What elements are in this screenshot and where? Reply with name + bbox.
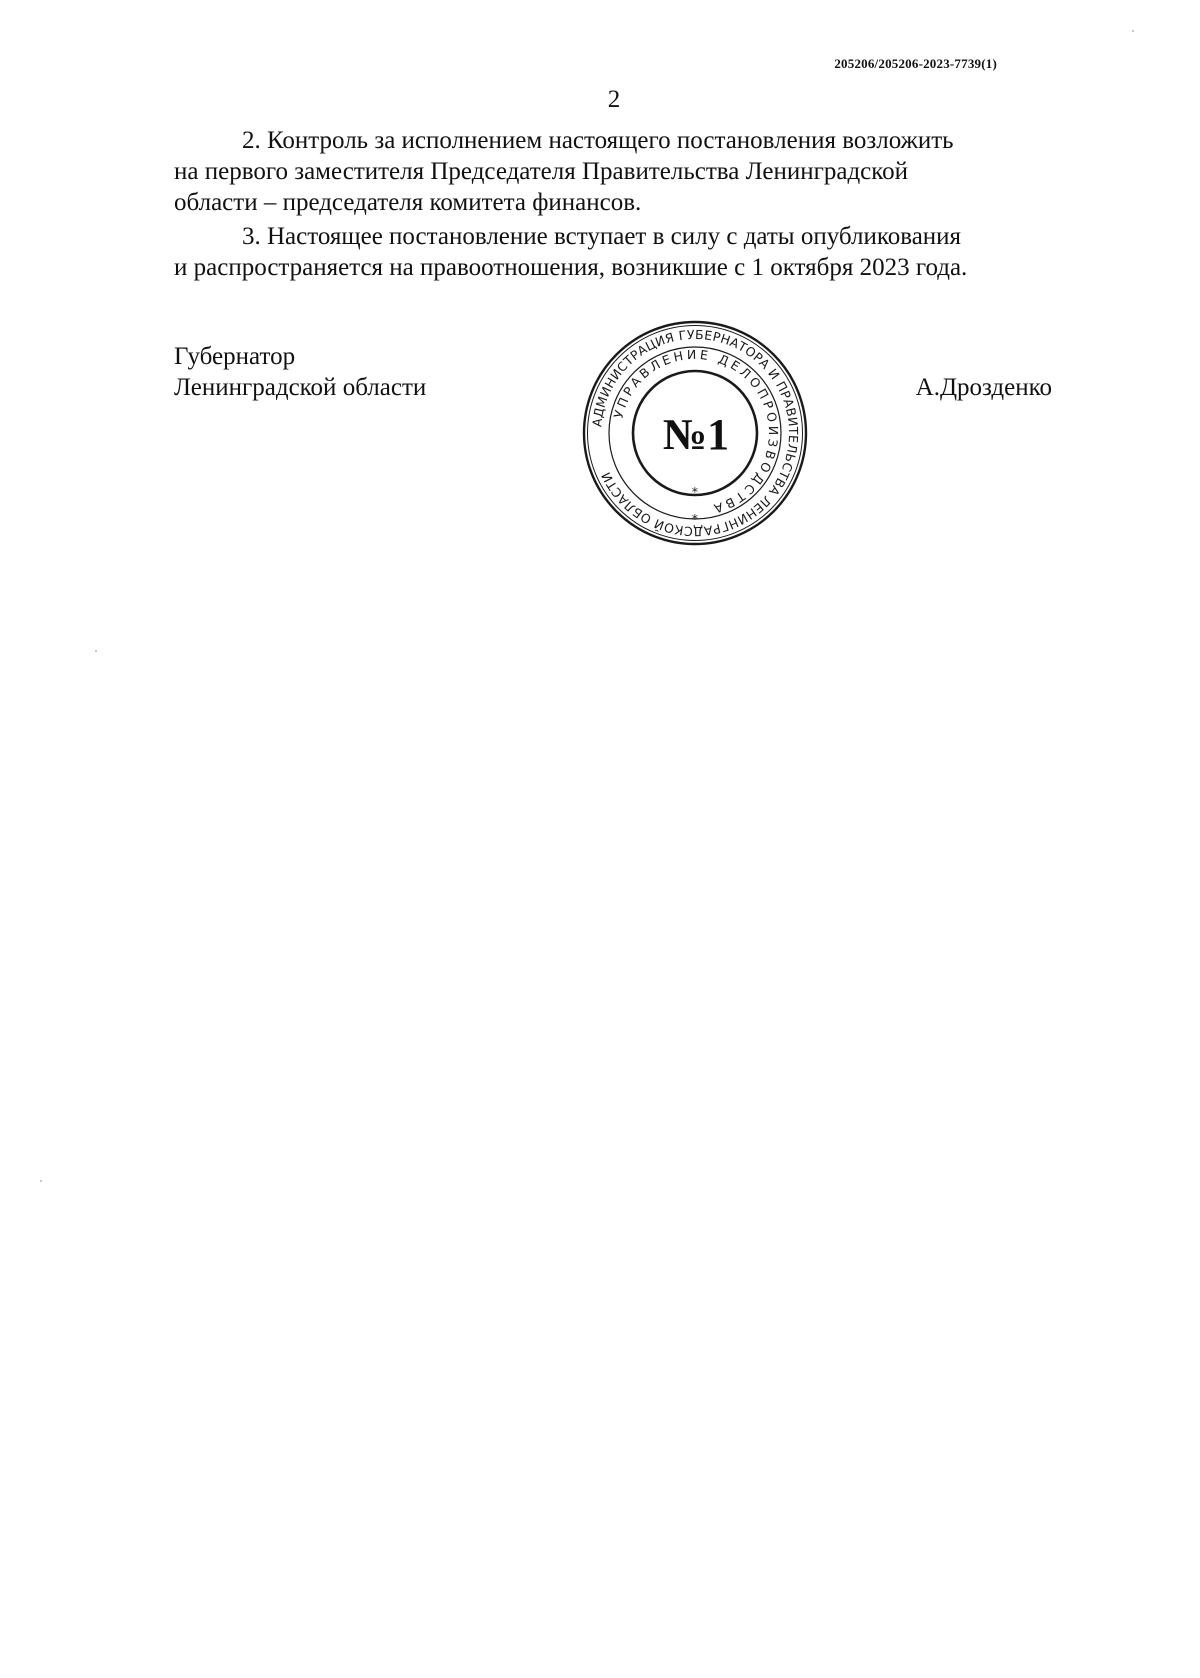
paragraph-line: 3. Настоящее постановление вступает в силу с даты опубликования [242, 223, 962, 250]
seal-graphic [580, 318, 810, 548]
scan-speck [95, 650, 97, 652]
seal-star: * [691, 484, 699, 499]
signature-title-line: Губернатор [174, 343, 296, 370]
page-number: 2 [607, 86, 621, 113]
signature-title [174, 341, 426, 403]
seal-inner-text-path: УПРАВЛЕНИЕ ДЕЛОПРОИЗВОДСТВА [610, 346, 782, 518]
seal-number: №1 [662, 410, 730, 459]
signer-name: А.Дрозденко [915, 374, 1052, 401]
document-id: 205206/205206-2023-7739(1) [834, 56, 997, 71]
paragraph-3 [174, 221, 1052, 283]
paragraph-line: 2. Контроль за исполнением настоящего постановления возложить [242, 127, 954, 154]
paragraph-line: области – председателя комитета финансов. [174, 189, 642, 216]
seal-star: * [691, 511, 699, 526]
document-body [174, 125, 1052, 286]
signature-title-line: Ленинградской области [174, 374, 427, 401]
paragraph-2 [174, 125, 1052, 218]
paragraph-line: на первого заместителя Председателя Правительства Ленинградской [174, 158, 909, 185]
seal-outer-text-path: АДМИНИСТРАЦИЯ ГУБЕРНАТОРА И ПРАВИТЕЛЬСТВА ЛЕНИНГРАДСКОЙ ОБЛАСТИ [589, 326, 802, 540]
official-seal-stamp [580, 318, 810, 548]
scan-speck [1132, 30, 1134, 32]
paragraph-line: и распространяется на правоотношения, возникшие с 1 октября 2023 года. [174, 254, 968, 281]
scan-speck [40, 1180, 42, 1182]
